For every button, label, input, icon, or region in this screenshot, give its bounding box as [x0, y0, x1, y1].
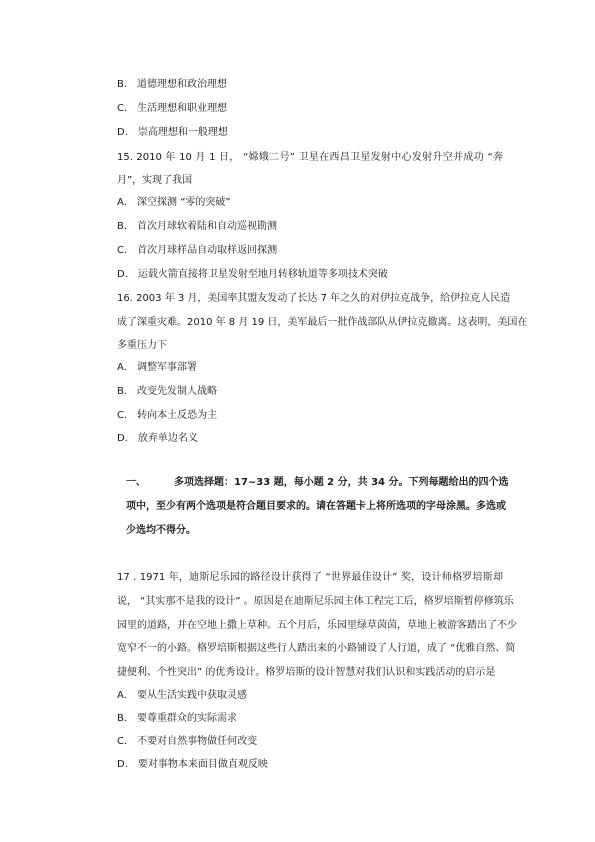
q15-option-b: B． 首次月球软着陆和自动巡视勘测	[117, 221, 278, 232]
q17-stem-line4: 宽窄不一的小路。格罗培斯根据这些行人踏出来的小路铺设了人行道，成了 “优雅自然、简	[117, 643, 516, 654]
q16-stem-line2: 成了深重灾难。2010 年 8 月 19 日，美军最后一批作战部队从伊拉克撤离。这表明，美国在	[117, 317, 528, 328]
q17-stem-line1: 17 . 1971 年，迪斯尼乐园的路径设计获得了 “世界最佳设计” 奖，设计师格罗培斯却	[117, 572, 503, 583]
q17-option-b: B． 要尊重群众的实际需求	[117, 713, 238, 724]
q16-option-a: A． 调整军事部署	[117, 362, 198, 373]
q17-option-d: D． 要对事物本来面目做直观反映	[117, 759, 268, 770]
q16-stem-line1: 16. 2003 年 3 月，美国率其盟友发动了长达 7 年之久的对伊拉克战争，给伊拉克人民造	[117, 293, 511, 304]
q16-option-c: C． 转向本土反恐为主	[117, 410, 218, 421]
q17-stem-line3: 园里的道路，并在空地上撒上草种。五个月后，乐园里绿草茵茵，草地上被游客踏出了不少	[117, 620, 517, 631]
q17-option-a: A． 要从生活实践中获取灵感	[117, 690, 248, 701]
q14-option-d: D． 崇高理想和一般理想	[117, 127, 228, 138]
q17-option-c: C． 不要对自然事物做任何改变	[117, 736, 258, 747]
section-instructions-line1: 多项选择题：17~33 题，每小题 2 分，共 34 分。下列每题给出的四个选	[174, 477, 509, 488]
q16-stem-line3: 多重压力下	[117, 340, 167, 351]
q15-stem-line1: 15. 2010 年 10 月 1 日， “嫦娥二号” 卫星在西昌卫星发射中心发射升空并成功 “奔	[117, 152, 503, 163]
q14-option-c: C． 生活理想和职业理想	[117, 103, 228, 114]
q15-option-d: D． 运载火箭直接将卫星发射至地月转移轨道等多项技术突破	[117, 269, 388, 280]
section-instructions-line2: 项中，至少有两个选项是符合题目要求的。请在答题卡上将所选项的字母涂黑。多选或	[126, 501, 506, 512]
q14-option-b: B． 道德理想和政治理想	[117, 79, 228, 90]
q15-stem-line2: 月”，实现了我国	[117, 175, 193, 186]
section-instructions-line3: 少选均不得分。	[126, 525, 196, 536]
q16-option-b: B． 改变先发制人战略	[117, 386, 218, 397]
q17-stem-line5: 捷便利、个性突出” 的优秀设计。格罗培斯的设计智慧对我们认识和实践活动的启示是	[117, 667, 496, 678]
q16-option-d: D． 放弃单边名义	[117, 433, 198, 444]
q15-option-a: A． 深空探测 “零的突破”	[117, 197, 231, 208]
section-number: 一、	[126, 477, 146, 488]
q15-option-c: C． 首次月球样品自动取样返回探测	[117, 245, 278, 256]
q17-stem-line2: 说， “其实那不是我的设计” 。原因是在迪斯尼乐园主体工程完工后，格罗培斯暂停修筑乐	[117, 596, 514, 607]
